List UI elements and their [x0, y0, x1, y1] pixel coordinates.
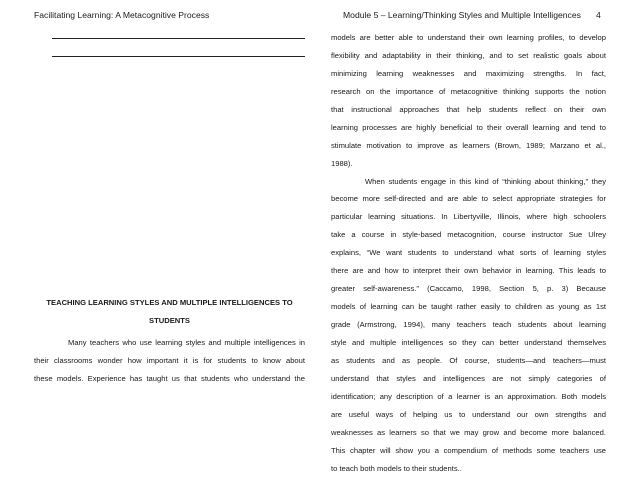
paragraph-line: Many teachers who use learning styles and multiple intelligences in [34, 334, 305, 352]
paragraph-line: models of learning can be taught rather easily to children as young as 1st [331, 298, 606, 316]
paragraph-line: to teach both models to their students.. [331, 460, 606, 477]
paragraph-line: learning processes are highly beneficial to their overall learning and tend to [331, 119, 606, 137]
running-header-title: Facilitating Learning: A Metacognitive Process [34, 10, 209, 20]
right-column [331, 29, 606, 477]
paragraph-line: their classrooms wonder how important it is for students to know about [34, 352, 305, 370]
paragraph-line: greater self-awareness.” (Caccamo, 1998, Section 5, p. 3) Because [331, 280, 606, 298]
page-number: 4 [596, 10, 601, 20]
paragraph-line: particular learning situations. In Libertyville, Illinois, where high schoolers [331, 208, 606, 226]
running-header-module: Module 5 – Learning/Thinking Styles and Multiple Intelligences [343, 10, 581, 20]
paragraph-line: When students engage in this kind of “thinking about thinking,” they [331, 173, 606, 191]
paragraph-line: are useful ways of helping us to understand our own strengths and [331, 406, 606, 424]
section-heading [34, 294, 305, 330]
paragraph-line: understand that styles and intelligences are not simply categories of [331, 370, 606, 388]
paragraph-line: these models. Experience has taught us that students who understand the [34, 370, 305, 388]
section-heading-line-1: TEACHING LEARNING STYLES AND MULTIPLE INTELLIGENCES TO [34, 294, 305, 312]
paragraph-line: take a course in style-based metacognition, course instructor Sue Ulrey [331, 226, 606, 244]
intro-paragraph [34, 334, 305, 388]
paragraph-line: stimulate motivation to improve as learners (Brown, 1989; Marzano et al., [331, 137, 606, 155]
paragraph-line: that instructional approaches that help students reflect on their own [331, 101, 606, 119]
paragraph-line: identification; any description of a learner is an approximation. Both models [331, 388, 606, 406]
section-heading-line-2: STUDENTS [34, 312, 305, 330]
paragraph-line: models are better able to understand their own learning profiles, to develop [331, 29, 606, 47]
paragraph-line: minimizing learning weaknesses and maximizing strengths. In fact, [331, 65, 606, 83]
paragraph-line: This chapter will show you a compendium of methods some teachers use [331, 442, 606, 460]
paragraph-line: weaknesses as learners so that we may grow and become more balanced. [331, 424, 606, 442]
paragraph-line: 1988). [331, 155, 606, 173]
paragraph-line: style and multiple intelligences so they can better understand themselves [331, 334, 606, 352]
paragraph-continued [331, 29, 606, 173]
paragraph-line: explains, “We want students to understand what sorts of learning styles [331, 244, 606, 262]
paragraph-metacognition [331, 173, 606, 477]
answer-line-2 [52, 56, 305, 57]
paragraph-line: grade (Armstrong, 1994), many teachers teach students about learning [331, 316, 606, 334]
paragraph-line: as students and as people. Of course, students—and teachers—must [331, 352, 606, 370]
paragraph-line: there are and how to interpret their own behavior in learning. This leads to [331, 262, 606, 280]
answer-line-1 [52, 38, 305, 39]
paragraph-line: research on the importance of metacognitive thinking supports the notion [331, 83, 606, 101]
paragraph-line: become more self-directed and are able to select appropriate strategies for [331, 190, 606, 208]
paragraph-line: flexibility and adaptability in their thinking, and to set realistic goals about [331, 47, 606, 65]
